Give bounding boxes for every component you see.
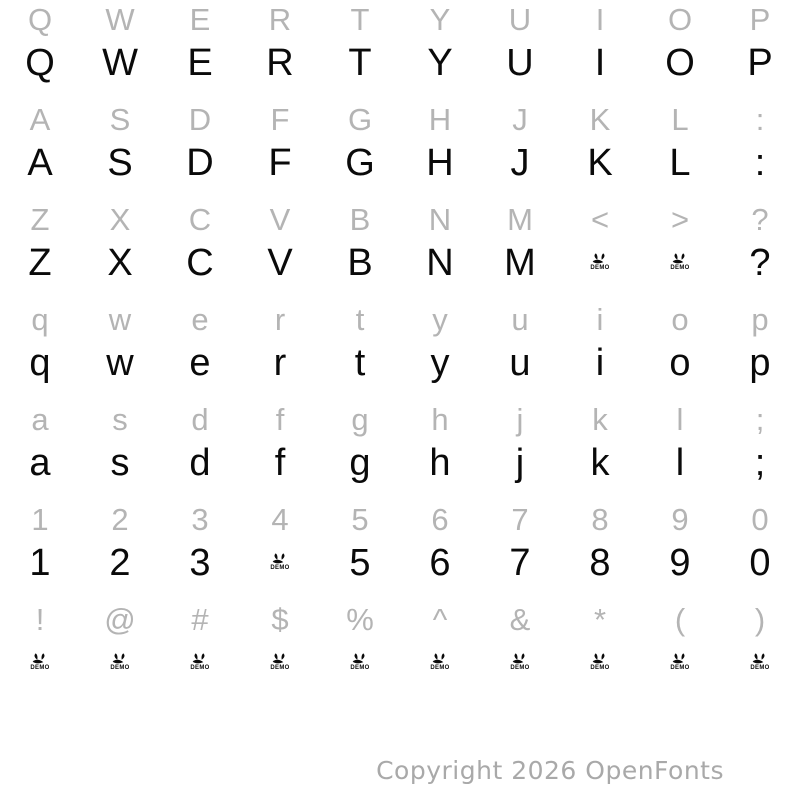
reference-char: l: [676, 402, 684, 437]
fleuron-icon: [672, 653, 687, 664]
font-glyph: k: [590, 442, 610, 484]
fleuron-icon: [272, 653, 287, 664]
demo-marker-label: DEMO: [510, 665, 530, 671]
reference-char: B: [349, 202, 371, 237]
fleuron-icon: [272, 553, 287, 564]
demo-marker: [240, 644, 320, 700]
reference-char: a: [31, 402, 49, 437]
reference-char: y: [432, 302, 448, 337]
reference-char: L: [671, 102, 689, 137]
font-glyph: C: [186, 242, 214, 284]
demo-marker-glyph: [590, 653, 609, 671]
glyph-row-pair: [0, 400, 800, 500]
reference-char: 2: [111, 502, 129, 537]
font-glyph: 6: [429, 542, 451, 584]
font-glyph: y: [430, 342, 450, 384]
demo-marker-label: DEMO: [590, 665, 610, 671]
font-glyph: 2: [109, 542, 131, 584]
reference-row: [0, 400, 800, 444]
reference-row: [0, 0, 800, 44]
reference-char: T: [350, 2, 370, 37]
demo-marker-label: DEMO: [270, 665, 290, 671]
reference-char: d: [191, 402, 209, 437]
reference-row: [0, 200, 800, 244]
footer: [0, 756, 800, 785]
demo-marker-glyph: [270, 653, 289, 671]
demo-marker-label: DEMO: [670, 265, 690, 271]
demo-marker-glyph: [430, 653, 449, 671]
font-glyph: J: [510, 142, 530, 184]
glyph-row-pair: [0, 300, 800, 400]
font-glyph: S: [107, 142, 133, 184]
reference-char: S: [109, 102, 131, 137]
reference-char: %: [346, 602, 374, 637]
reference-char: V: [269, 202, 291, 237]
fleuron-icon: [752, 653, 767, 664]
fleuron-icon: [672, 253, 687, 264]
glyph-row-pair: [0, 200, 800, 300]
reference-char: w: [108, 302, 132, 337]
font-glyph: W: [102, 42, 138, 84]
reference-char: p: [751, 302, 769, 337]
demo-marker-glyph: [190, 653, 209, 671]
font-glyph: B: [347, 242, 373, 284]
demo-marker: [560, 644, 640, 700]
reference-char: 1: [31, 502, 49, 537]
font-glyph: T: [348, 42, 372, 84]
font-glyph: 0: [749, 542, 771, 584]
font-glyph: l: [675, 442, 685, 484]
font-glyph: L: [669, 142, 691, 184]
reference-char: Y: [429, 2, 451, 37]
fleuron-icon: [112, 653, 127, 664]
reference-char: D: [188, 102, 212, 137]
reference-char: K: [589, 102, 611, 137]
demo-marker-label: DEMO: [590, 265, 610, 271]
demo-marker: [320, 644, 400, 700]
font-glyph: Z: [28, 242, 52, 284]
reference-char: (: [674, 602, 686, 637]
reference-char: 4: [271, 502, 289, 537]
reference-char: t: [355, 302, 365, 337]
reference-char: H: [428, 102, 452, 137]
font-glyph: F: [268, 142, 292, 184]
reference-char: ?: [751, 202, 769, 237]
reference-char: i: [596, 302, 604, 337]
reference-char: Q: [27, 2, 53, 37]
demo-marker-glyph: [110, 653, 129, 671]
reference-char: I: [595, 2, 605, 37]
glyph-row-pair: [0, 100, 800, 200]
font-glyph-row: [0, 644, 800, 700]
demo-marker-label: DEMO: [670, 665, 690, 671]
font-glyph: A: [27, 142, 53, 184]
font-glyph: V: [267, 242, 293, 284]
font-glyph: 5: [349, 542, 371, 584]
font-glyph: G: [345, 142, 375, 184]
reference-char: W: [105, 2, 135, 37]
font-glyph-row: [0, 444, 800, 500]
font-glyph: U: [506, 42, 534, 84]
demo-marker-label: DEMO: [190, 665, 210, 671]
font-glyph-row: [0, 144, 800, 200]
reference-char: k: [592, 402, 608, 437]
fleuron-icon: [592, 253, 607, 264]
fleuron-icon: [432, 653, 447, 664]
font-glyph: g: [349, 442, 371, 484]
demo-marker-label: DEMO: [750, 665, 770, 671]
reference-char: g: [351, 402, 369, 437]
glyph-row-pair: [0, 500, 800, 600]
font-glyph: d: [189, 442, 211, 484]
reference-char: P: [749, 2, 771, 37]
reference-char: >: [670, 202, 690, 237]
demo-marker: [80, 644, 160, 700]
font-glyph: N: [426, 242, 454, 284]
reference-char: Z: [30, 202, 50, 237]
reference-char: #: [191, 602, 209, 637]
reference-char: 6: [431, 502, 449, 537]
demo-marker-glyph: [590, 253, 609, 271]
reference-char: 8: [591, 502, 609, 537]
font-glyph: q: [29, 342, 51, 384]
reference-char: j: [516, 402, 524, 437]
demo-marker-label: DEMO: [110, 665, 130, 671]
font-glyph: I: [594, 42, 606, 84]
font-glyph: D: [186, 142, 214, 184]
demo-marker-glyph: [350, 653, 369, 671]
reference-char: 0: [751, 502, 769, 537]
demo-marker-glyph: [270, 553, 289, 571]
demo-marker-label: DEMO: [270, 565, 290, 571]
reference-char: r: [274, 302, 286, 337]
reference-char: f: [275, 402, 285, 437]
reference-char: !: [35, 602, 45, 637]
reference-row: [0, 300, 800, 344]
reference-row: [0, 500, 800, 544]
font-glyph: H: [426, 142, 454, 184]
reference-char: X: [109, 202, 131, 237]
glyph-row-pair: [0, 600, 800, 700]
font-glyph: a: [29, 442, 51, 484]
fleuron-icon: [512, 653, 527, 664]
reference-char: G: [347, 102, 373, 137]
font-glyph: P: [747, 42, 773, 84]
demo-marker: [0, 644, 80, 700]
font-glyph-row: [0, 44, 800, 100]
font-glyph: s: [110, 442, 130, 484]
reference-char: ^: [432, 602, 448, 637]
font-glyph: X: [107, 242, 133, 284]
fleuron-icon: [352, 653, 367, 664]
demo-marker-glyph: [510, 653, 529, 671]
glyph-row-pair: [0, 0, 800, 100]
reference-char: ): [754, 602, 766, 637]
reference-char: h: [431, 402, 449, 437]
demo-marker: [160, 644, 240, 700]
font-glyph: p: [749, 342, 771, 384]
font-glyph: E: [187, 42, 213, 84]
reference-char: R: [268, 2, 292, 37]
reference-char: o: [671, 302, 689, 337]
font-glyph: 1: [29, 542, 51, 584]
font-glyph: O: [665, 42, 695, 84]
reference-char: u: [511, 302, 529, 337]
demo-marker-glyph: [670, 253, 689, 271]
reference-char: O: [667, 2, 693, 37]
font-glyph: Y: [427, 42, 453, 84]
demo-marker-label: DEMO: [350, 665, 370, 671]
font-glyph: Q: [25, 42, 55, 84]
font-glyph: R: [266, 42, 294, 84]
demo-marker: [640, 244, 720, 300]
reference-char: U: [508, 2, 532, 37]
reference-char: 9: [671, 502, 689, 537]
reference-char: 5: [351, 502, 369, 537]
reference-char: N: [428, 202, 452, 237]
reference-row: [0, 600, 800, 644]
reference-char: M: [507, 202, 533, 237]
reference-char: C: [188, 202, 212, 237]
font-glyph: i: [595, 342, 605, 384]
demo-marker: [480, 644, 560, 700]
demo-marker: [560, 244, 640, 300]
font-glyph: t: [354, 342, 366, 384]
font-glyph-row: [0, 244, 800, 300]
demo-marker: [400, 644, 480, 700]
reference-char: E: [189, 2, 211, 37]
reference-char: F: [270, 102, 290, 137]
font-glyph: ?: [749, 242, 771, 284]
reference-char: &: [509, 602, 531, 637]
font-glyph: e: [189, 342, 211, 384]
reference-char: @: [104, 602, 136, 637]
fleuron-icon: [592, 653, 607, 664]
demo-marker: [640, 644, 720, 700]
reference-char: A: [29, 102, 51, 137]
demo-marker-glyph: [670, 653, 689, 671]
font-glyph: 3: [189, 542, 211, 584]
font-glyph: M: [504, 242, 536, 284]
reference-char: J: [512, 102, 528, 137]
reference-char: e: [191, 302, 209, 337]
demo-marker-label: DEMO: [30, 665, 50, 671]
reference-char: <: [590, 202, 610, 237]
demo-marker-glyph: [750, 653, 769, 671]
copyright-text: Copyright 2026 OpenFonts: [376, 756, 724, 785]
font-glyph: r: [273, 342, 287, 384]
reference-char: 7: [511, 502, 529, 537]
font-glyph-row: [0, 344, 800, 400]
font-glyph: ;: [754, 442, 766, 484]
reference-char: 3: [191, 502, 209, 537]
demo-marker: [240, 544, 320, 600]
font-glyph: h: [429, 442, 451, 484]
reference-char: *: [593, 602, 607, 637]
reference-char: s: [112, 402, 128, 437]
demo-marker-label: DEMO: [430, 665, 450, 671]
fleuron-icon: [192, 653, 207, 664]
reference-row: [0, 100, 800, 144]
fleuron-icon: [32, 653, 47, 664]
demo-marker-glyph: [30, 653, 49, 671]
font-glyph: 8: [589, 542, 611, 584]
reference-char: :: [755, 102, 765, 137]
font-glyph-row: [0, 544, 800, 600]
reference-char: $: [271, 602, 289, 637]
font-glyph: f: [274, 442, 286, 484]
font-glyph: :: [754, 142, 766, 184]
font-glyph: K: [587, 142, 613, 184]
reference-char: q: [31, 302, 49, 337]
font-glyph: o: [669, 342, 691, 384]
font-glyph: w: [106, 342, 134, 384]
demo-marker: [720, 644, 800, 700]
font-glyph: 7: [509, 542, 531, 584]
font-glyph: u: [509, 342, 531, 384]
font-glyph: j: [515, 442, 525, 484]
font-glyph: 9: [669, 542, 691, 584]
reference-char: ;: [755, 402, 765, 437]
